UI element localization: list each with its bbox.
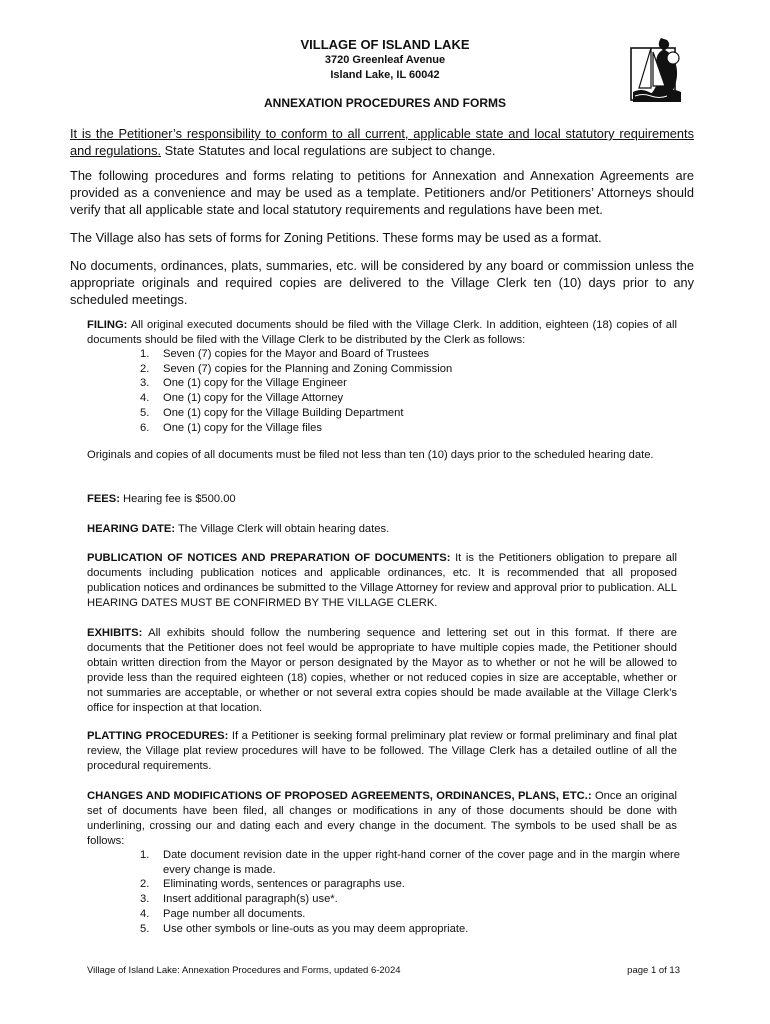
filing-label: FILING: (87, 319, 128, 331)
filing-section (87, 318, 677, 348)
list-item: 6. One (1) copy for the Village files (140, 421, 322, 434)
changes-list (135, 848, 680, 936)
responsibility-rest-text: State Statutes and local regulations are subject to change. (161, 143, 496, 158)
platting-label: PLATTING PROCEDURES: (87, 730, 229, 742)
intro-paragraph-documents: No documents, ordinances, plats, summaries, etc. will be considered by any board or commission unless the appropriate originals and required copies are delivered to the Village Clerk ten (10) days prior to any scheduled meetings. (70, 258, 694, 307)
platting-text: If a Petitioner is seeking formal preliminary plat review or formal preliminary and final plat review, the Village plat review procedures will have to be followed. The Village Clerk has a detailed outline of all the procedural requirements. (87, 730, 677, 772)
village-city: Island Lake, IL 60042 (330, 69, 440, 81)
list-item: 2. Seven (7) copies for the Planning and Zoning Commission (140, 362, 453, 375)
fees-label: FEES: (87, 493, 120, 505)
intro-paragraph-responsibility (70, 125, 694, 159)
hearing-date-section (87, 522, 677, 537)
list-item: 4. Page number all documents. (140, 907, 306, 920)
village-address: 3720 Greenleaf Avenue (324, 54, 446, 66)
platting-section (87, 729, 677, 774)
intro-paragraph-forms: The following procedures and forms relating to petitions for Annexation and Annexation Agreements are provided as a convenience and may be used as a template. Petitioners and/or Petitioners’ Attorneys should verify that all applicable state and local statutory requirements and regulations have been met. (70, 168, 694, 217)
list-item: 5. One (1) copy for the Village Building Department (140, 406, 404, 419)
publication-text: It is the Petitioners obligation to prepare all documents including publication notices and applicable ordinances, etc. It is recommended that all proposed publication notices and ordinances be submitted to the Village Attorney for review and approval prior to publication. ALL HEARING DATES MUST BE CONFIRMED BY THE VILLAGE CLERK. (87, 552, 678, 609)
publication-label: PUBLICATION OF NOTICES AND PREPARATION OF DOCUMENTS: (87, 552, 451, 564)
changes-section (87, 789, 677, 849)
filing-text: All original executed documents should be filed with the Village Clerk. In addition, eighteen (18) copies of all documents should be filed with the Village Clerk to be distributed by the Clerk as follows: (87, 319, 677, 346)
list-item: 3. Insert additional paragraph(s) use*. (140, 893, 338, 906)
changes-label: CHANGES AND MODIFICATIONS OF PROPOSED AGREEMENTS, ORDINANCES, PLANS, ETC.: (87, 790, 592, 802)
list-item: 1. Seven (7) copies for the Mayor and Board of Trustees (140, 348, 430, 360)
originals-paragraph: Originals and copies of all documents must be filed not less than ten (10) days prior to the scheduled hearing date. (87, 449, 654, 461)
village-title: VILLAGE OF ISLAND LAKE (300, 37, 470, 52)
list-item: 4. One (1) copy for the Village Attorney (140, 392, 344, 405)
footer-page-number: page 1 of 13 (627, 965, 680, 976)
intro-paragraph-zoning: The Village also has sets of forms for Zoning Petitions. These forms may be used as a format. (70, 230, 602, 245)
list-item: 1. Date document revision date in the upper right-hand corner of the cover page and in the margin where every change is made. (140, 849, 680, 876)
exhibits-text: All exhibits should follow the numbering sequence and lettering set out in this format. If there are documents that the Petitioner does not feel would be appropriate to have multiple copies made, the Petitioner should obtain written direction from the Mayor or person designated by the Mayor as to whether or not he will be allowed to provide less than the required eighteen (18) copies, whether or not reduced copies in size are acceptable, whether or not summaries are acceptable, or whether or not several extra copies should be made available at the Village Clerk’s office for inspection at that location. (87, 627, 677, 714)
fees-section (87, 492, 677, 507)
list-item: 2. Eliminating words, sentences or paragraphs use. (140, 878, 405, 891)
exhibits-label: EXHIBITS: (87, 627, 143, 639)
responsibility-underlined-text: It is the Petitioner’s responsibility to conform to all current, applicable state and local statutory requirements and regulations. (70, 126, 694, 158)
document-title: ANNEXATION PROCEDURES AND FORMS (263, 96, 506, 110)
fees-text: Hearing fee is $500.00 (119, 493, 236, 505)
footer-document-info: Village of Island Lake: Annexation Procedures and Forms, updated 6-2024 (87, 965, 401, 976)
hearing-date-text: The Village Clerk will obtain hearing dates. (175, 523, 390, 535)
list-item: 3. One (1) copy for the Village Engineer (140, 377, 347, 390)
hearing-date-label: HEARING DATE: (87, 523, 176, 535)
changes-text: Once an original set of documents have been filed, all changes or modifications in any of those documents should be done with underlining, crossing our and dating each and every change in the document. The symbols to be used shall be as follows: (87, 790, 677, 847)
filing-list (135, 347, 680, 435)
publication-section (87, 551, 677, 611)
list-item: 5. Use other symbols or line-outs as you may deem appropriate. (140, 922, 469, 935)
exhibits-section (87, 626, 677, 716)
